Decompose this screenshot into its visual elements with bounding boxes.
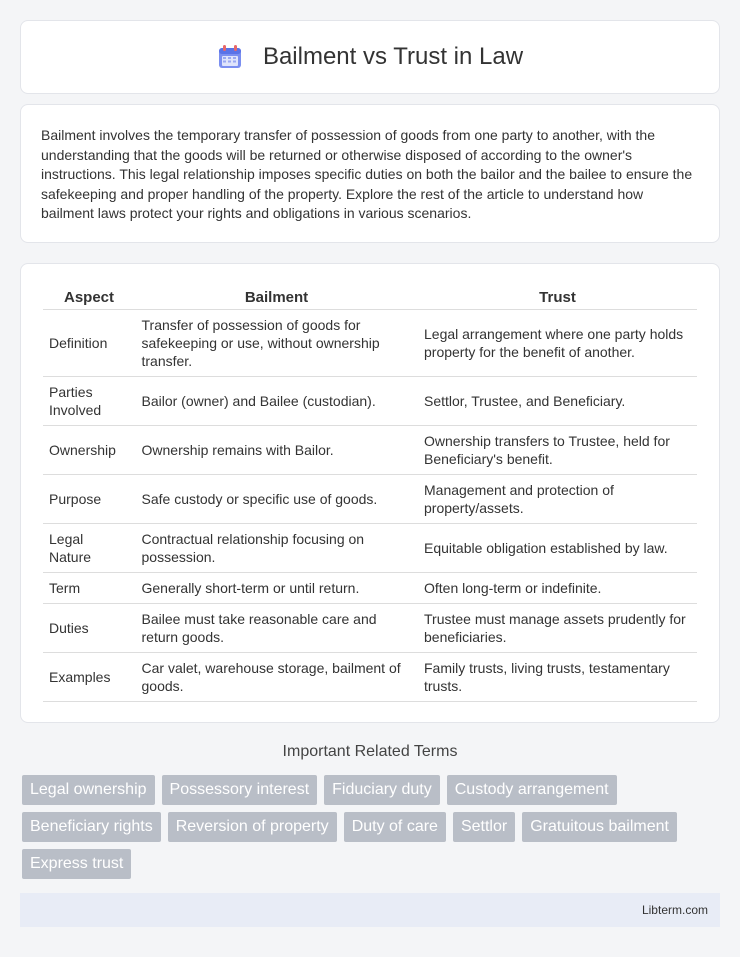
table-row (43, 310, 697, 377)
related-term-tag[interactable]: Settlor (453, 812, 515, 842)
table-cell: Often long-term or indefinite. (418, 573, 697, 604)
table-cell: Definition (43, 310, 135, 377)
header-trust: Trust (418, 286, 697, 310)
table-cell: Ownership remains with Bailor. (135, 426, 418, 475)
related-term-tag[interactable]: Fiduciary duty (324, 775, 440, 805)
table-row (43, 475, 697, 524)
table-row (43, 604, 697, 653)
table-cell: Transfer of possession of goods for safekeeping or use, without ownership transfer. (135, 310, 418, 377)
related-term-tag[interactable]: Gratuitous bailment (522, 812, 677, 842)
table-cell: Examples (43, 653, 135, 702)
table-cell: Generally short-term or until return. (135, 573, 418, 604)
related-term-tag[interactable]: Beneficiary rights (22, 812, 161, 842)
comparison-table-card (20, 263, 720, 723)
related-term-tag[interactable]: Custody arrangement (447, 775, 617, 805)
table-cell: Bailee must take reasonable care and return goods. (135, 604, 418, 653)
table-header-row (43, 286, 697, 310)
related-term-tag[interactable]: Possessory interest (162, 775, 318, 805)
table-row (43, 377, 697, 426)
footer-site-link[interactable]: Libterm.com (641, 903, 708, 917)
table-row (43, 524, 697, 573)
related-term-tag[interactable]: Express trust (22, 849, 131, 879)
table-cell: Safe custody or specific use of goods. (135, 475, 418, 524)
table-row (43, 426, 697, 475)
page-title: Bailment vs Trust in Law (262, 43, 524, 70)
related-term-tag[interactable]: Duty of care (344, 812, 446, 842)
footer (20, 893, 720, 927)
table-cell: Ownership (43, 426, 135, 475)
table-cell: Legal arrangement where one party holds property for the benefit of another. (418, 310, 697, 377)
header-card (20, 20, 720, 94)
table-cell: Legal Nature (43, 524, 135, 573)
table-cell: Bailor (owner) and Bailee (custodian). (135, 377, 418, 426)
table-cell: Trustee must manage assets prudently for beneficiaries. (418, 604, 697, 653)
related-term-tag[interactable]: Legal ownership (22, 775, 155, 805)
related-term-tag[interactable]: Reversion of property (168, 812, 337, 842)
intro-card (20, 104, 720, 243)
intro-text: Bailment involves the temporary transfer of possession of goods from one party to another, with the understanding that the goods will be returned or otherwise disposed of according to the owner's instructions. This legal relationship imposes specific duties on both the bailor and the bailee to ensure the safekeeping and proper handling of the property. Explore the rest of the article to understand how bailment laws protect your rights and obligations in various scenarios. (41, 127, 693, 221)
header-bailment: Bailment (135, 286, 418, 310)
table-cell: Car valet, warehouse storage, bailment of goods. (135, 653, 418, 702)
table-cell: Ownership transfers to Trustee, held for Beneficiary's benefit. (418, 426, 697, 475)
table-cell: Family trusts, living trusts, testamentary trusts. (418, 653, 697, 702)
header-aspect: Aspect (43, 286, 135, 310)
related-terms-title: Important Related Terms (282, 743, 458, 760)
table-row (43, 653, 697, 702)
table-cell: Parties Involved (43, 377, 135, 426)
table-cell: Contractual relationship focusing on possession. (135, 524, 418, 573)
table-cell: Management and protection of property/assets. (418, 475, 697, 524)
table-cell: Equitable obligation established by law. (418, 524, 697, 573)
related-terms-list (22, 775, 722, 886)
table-cell: Term (43, 573, 135, 604)
table-cell: Settlor, Trustee, and Beneficiary. (418, 377, 697, 426)
table-cell: Purpose (43, 475, 135, 524)
table-row (43, 573, 697, 604)
comparison-table (43, 286, 697, 702)
table-cell: Duties (43, 604, 135, 653)
calendar-icon (217, 44, 243, 70)
